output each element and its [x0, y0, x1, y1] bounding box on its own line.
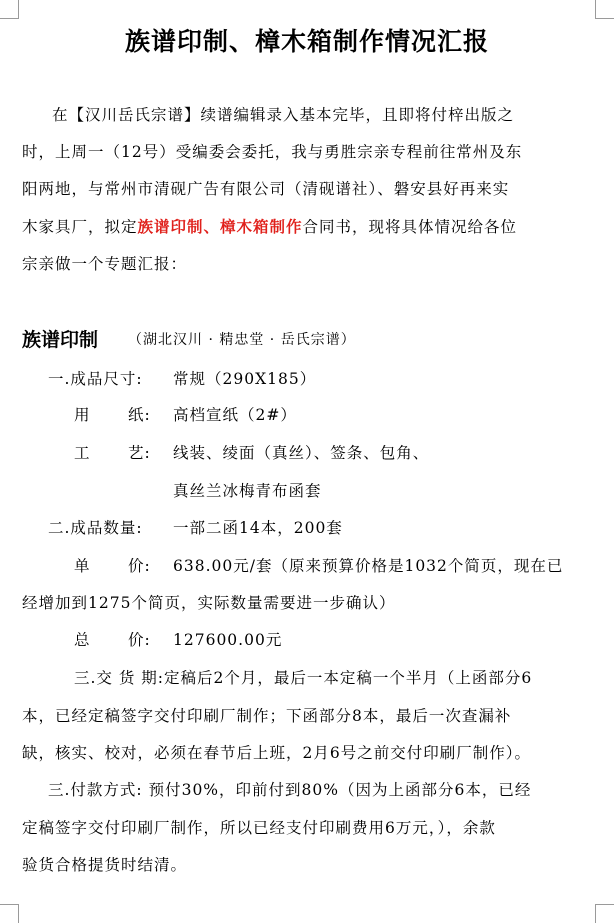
row-value: 真丝兰冰梅青布函套	[173, 482, 322, 500]
row-size	[0, 361, 614, 397]
row-label: 一.成品尺寸:	[48, 370, 143, 388]
row-label: 纸:	[128, 406, 151, 424]
row-label: 二.成品数量:	[48, 519, 143, 537]
row-label: 用	[74, 406, 91, 424]
payment-line-1: 三.付款方式: 预付30%，印前付到80%（因为上函部分6本，已经	[48, 781, 532, 799]
intro-line-2: 时，上周一（12号）受编委会委托，我与勇胜宗亲专程前往常州及东	[22, 143, 523, 161]
row-craft	[0, 435, 614, 471]
intro-line-3: 阳两地，与常州市清砚广告有限公司（清砚谱社）、磐安县好再来实	[22, 180, 510, 198]
row-value: 638.00元/套（原来预算价格是1032个简页，现在已	[173, 557, 564, 575]
row-label: 工	[74, 444, 91, 462]
row-value: 经增加到1275个简页，实际数量需要进一步确认）	[22, 594, 396, 612]
intro-line-1: 在【汉川岳氏宗谱】续谱编辑录入基本完毕，且即将付梓出版之	[52, 106, 515, 124]
section-heading	[0, 322, 614, 358]
row-quantity	[0, 510, 614, 546]
row-label: 艺:	[128, 444, 151, 462]
row-label: 总	[74, 631, 91, 649]
document-title: 族谱印制、樟木箱制作情况汇报	[124, 27, 489, 56]
row-unit-price	[0, 548, 614, 584]
row-value: 一部二函14本，200套	[173, 519, 343, 537]
intro-text: 木家具厂，拟定	[22, 218, 138, 236]
intro-text: 合同书，现将具体情况给各位	[302, 218, 518, 236]
delivery-line-3: 缺，核实、校对，必须在春节后上班，2月6号之前交付印刷厂制作）。	[22, 744, 531, 762]
row-total-price	[0, 622, 614, 658]
payment-line-3: 验货合格提货时结清。	[22, 856, 188, 874]
row-value: 线装、绫面（真丝）、签条、包角、	[173, 444, 430, 462]
row-label: 单	[74, 557, 91, 575]
delivery-line-1: 三.交 货 期:定稿后2个月，最后一本定稿一个半月（上函部分6	[74, 669, 533, 687]
payment-line-2: 定稿签字交付印刷厂制作，所以已经支付印刷费用6万元，），余款	[22, 819, 496, 837]
row-craft-cont	[0, 473, 614, 509]
row-label: 价:	[128, 557, 151, 575]
section-subtitle: （湖北汉川 · 精忠堂 · 岳氏宗谱）	[128, 332, 356, 348]
row-paper	[0, 397, 614, 433]
row-value: 高档宣纸（2#）	[173, 406, 297, 424]
intro-line-5: 宗亲做一个专题汇报：	[22, 255, 188, 273]
row-value: 常规（290X185）	[173, 370, 317, 388]
intro-line-4	[0, 209, 614, 245]
highlight-text: 族谱印制、樟木箱制作	[137, 217, 303, 236]
row-unit-price-cont	[0, 585, 614, 621]
delivery-line-2: 本，已经定稿签字交付印刷厂制作；下函部分8本，最后一次查漏补	[22, 707, 512, 725]
row-label: 价:	[128, 631, 151, 649]
section-title: 族谱印制	[22, 329, 99, 351]
row-value: 127600.00元	[173, 631, 283, 649]
